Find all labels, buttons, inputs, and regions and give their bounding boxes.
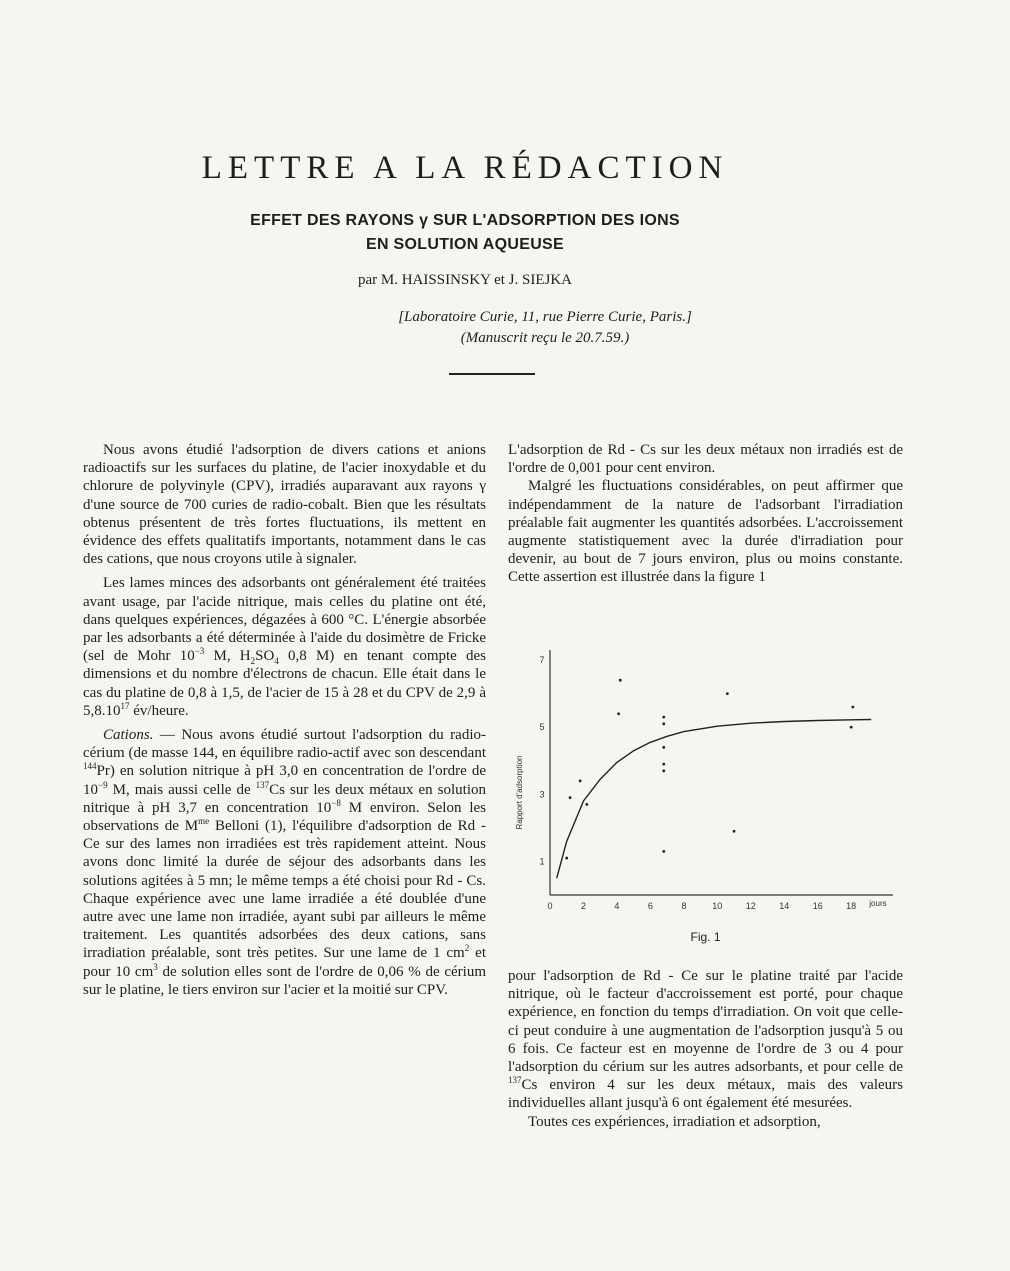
data-point: [585, 803, 588, 806]
x-tick-label: 18: [846, 901, 857, 911]
data-point: [851, 706, 854, 709]
paragraph: Toutes ces expériences, irradiation et adsorption,: [528, 1113, 821, 1130]
figure-caption: Fig. 1: [690, 930, 721, 944]
data-point: [850, 726, 853, 729]
data-point: [565, 857, 568, 860]
left-column: [83, 441, 486, 999]
received-date: (Manuscrit reçu le 20.7.59.): [460, 330, 630, 346]
x-tick-label: 6: [647, 901, 653, 911]
y-tick-label: 7: [539, 655, 545, 666]
figure-1: [508, 645, 903, 911]
data-point: [569, 796, 572, 799]
paragraph: Cations. — Nous avons étudié surtout l'adsorption du radio-cérium (de masse 144, en équilibre radio-actif avec son descendant $^{144}$Pr) en solution nitrique à pH 3,0 en concentration de l'ordre de $10^{-9}$ M, mais aussi celle de $^{137}$Cs sur les deux métaux en solution nitrique à pH 3,7 en concentration $10^{-8}$ M environ. Selon les observations de $M^{me}$ Belloni (1), l'équilibre d'adsorption de Rd - Ce sur des lames non irradiées est très rapidement atteint. Nous avons donc limité la durée de séjour des adsorbants dans les solutions agitées à 5 mn; le même temps a été choisi pour Rd - Cs. Chaque expérience avec une lame irradiée a été doublée d'une autre avec une lame non irradiée, ayant subi par ailleurs le même traitement. Les quantités adsorbées des deux cations, sans irradiation préalable, sont très petites. Sur une lame de 1 $cm^2$ et pour 10 $cm^3$ de solution elles sont de l'ordre de 0,06 % de cérium sur le platine, le tiers environ sur l'acier et la moitié sur CPV.: [83, 727, 487, 998]
y-tick-label: 5: [539, 722, 545, 733]
data-point: [662, 716, 665, 719]
x-tick-label: 2: [580, 901, 586, 911]
paragraph: Nous avons étudié l'adsorption de divers cations et anions radioactifs sur les surfaces du platine, de l'acier inoxydable et du chlorure de polyvinyle (CPV), irradiés auparavant aux rayons γ d'une source de 700 curies de radio-cobalt. Bien que les résultats obtenus présentent de très fortes fluctuations, ils mettent en évidence des effets qualitatifs importants, notamment dans le cas des cations, que nous croyons utile à signaler.: [83, 442, 486, 568]
section-label: Cations.: [103, 727, 154, 744]
x-tick-label: 4: [614, 901, 620, 911]
data-point: [619, 679, 622, 682]
data-point: [662, 850, 665, 853]
right-column-top: [508, 441, 903, 587]
y-tick-label: 3: [539, 789, 545, 800]
data-point: [662, 746, 665, 749]
x-tick-label: 14: [779, 901, 790, 911]
y-tick-label: 1: [539, 856, 545, 867]
paragraph: pour l'adsorption de Rd - Ce sur le platine traité par l'acide nitrique, où le facteur d'accroissement est porté, pour chaque expérience, en fonction du temps d'irradiation. On voit que celle-ci peut conduire à une augmentation de l'adsorption jusqu'à 5 ou 6 fois. Ce facteur est en moyenne de l'ordre de 3 ou 4 pour l'adsorption du cérium sur les autres adsorbants, et pour celle de $^{137}$Cs environ 4 sur les deux métaux, mais des valeurs individuelles allant jusqu'à 6 ont également été mesurées.: [508, 968, 903, 1112]
title-line-2: EN SOLUTION AQUEUSE: [365, 236, 564, 253]
data-point: [662, 769, 665, 772]
data-point: [617, 712, 620, 715]
section-heading: LETTRE A LA RÉDACTION: [201, 150, 729, 186]
data-point: [662, 763, 665, 766]
paragraph: Les lames minces des adsorbants ont généralement été traitées avant usage, par l'acide nitrique, mais celles du platine ont été, dans quelques expériences, dégazées à 600 °C. L'énergie absorbée par les adsorbants a été déterminée à l'aide du dosimètre de Fricke (sel de Mohr $10^{-3}$ M, $H_2SO_4$ 0,8 M) en tenant compte des dimensions et du nombre d'électrons de chacun. Elle était dans le cas du platine de 0,8 à 1,5, de l'acier de 15 à 28 et du CPV de 2,9 à 5,8.10$^{17}$ év/heure.: [83, 575, 486, 719]
data-point: [726, 692, 729, 695]
paragraph: L'adsorption de Rd - Cs sur les deux métaux non irradiés est de l'ordre de 0,001 pour cent environ.: [508, 442, 903, 477]
data-point: [662, 722, 665, 725]
adsorption-chart: [508, 645, 903, 911]
data-point: [733, 830, 736, 833]
x-tick-label: 8: [681, 901, 687, 911]
data-point: [579, 779, 582, 782]
divider: [449, 373, 535, 375]
authors: par M. HAISSINSKY et J. SIEJKA: [357, 272, 573, 288]
y-axis-label: Rapport d'adsorption: [515, 755, 524, 830]
x-axis-label: jours: [869, 899, 887, 908]
x-tick-label: 12: [745, 901, 756, 911]
fit-curve: [557, 720, 872, 879]
paragraph: Malgré les fluctuations considérables, on peut affirmer que indépendamment de la nature de l'adsorbant l'irradiation préalable fait augmenter les quantités adsorbées. L'accroissement augmente statistiquement avec la durée d'irradiation pour devenir, au bout de 7 jours environ, plus ou moins constante. Cette assertion est illustrée dans la figure 1: [508, 478, 903, 586]
x-tick-label: 16: [812, 901, 823, 911]
article-title: [0, 209, 930, 257]
right-column-bottom: [508, 967, 903, 1131]
x-tick-label: 0: [547, 901, 553, 911]
title-line-1: EFFET DES RAYONS γ SUR L'ADSORPTION DES IONS: [250, 212, 680, 229]
affiliation-block: [80, 307, 1010, 349]
x-tick-label: 10: [712, 901, 723, 911]
affiliation: [Laboratoire Curie, 11, rue Pierre Curie, Paris.]: [398, 309, 692, 325]
